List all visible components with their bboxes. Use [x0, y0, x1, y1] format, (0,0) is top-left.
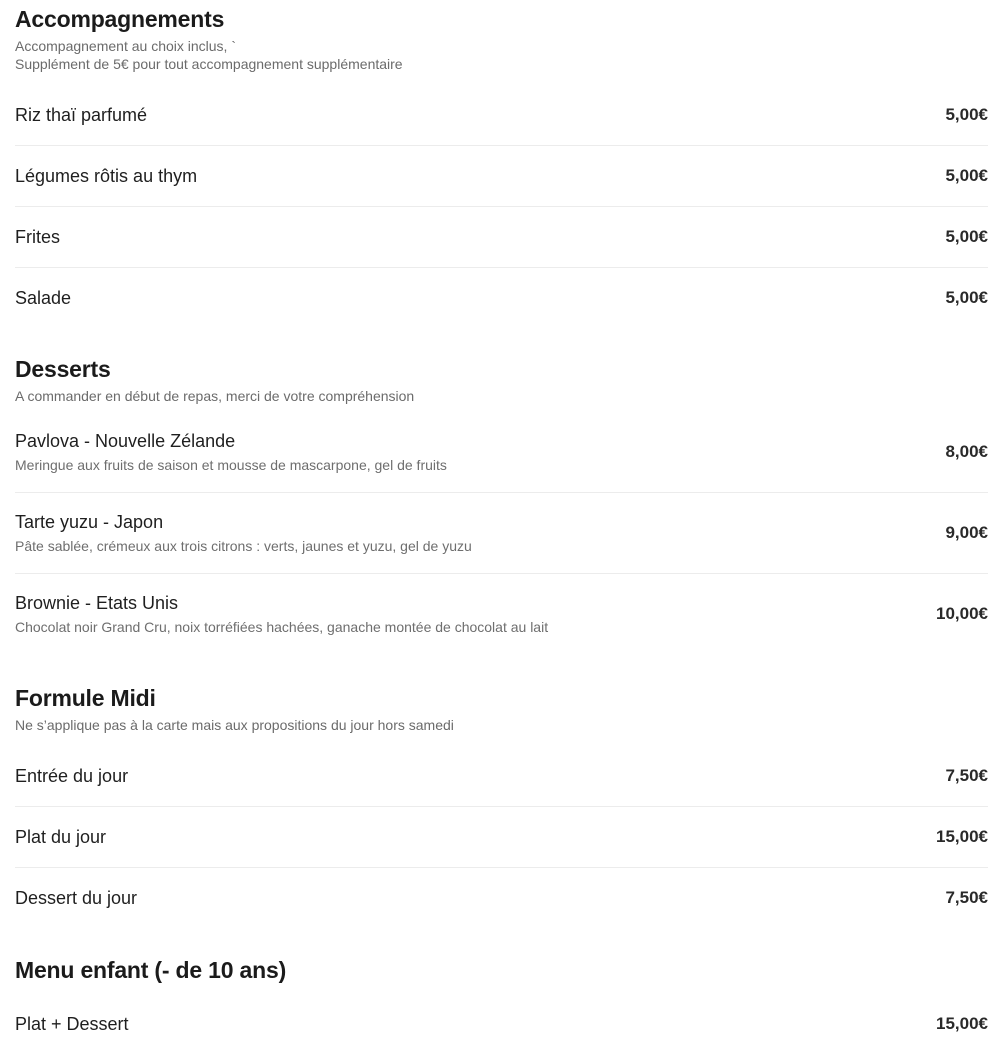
- menu-item[interactable]: [15, 146, 988, 207]
- menu-item[interactable]: [15, 746, 988, 807]
- item-name: Dessert du jour: [15, 888, 138, 908]
- menu-item[interactable]: [15, 807, 988, 868]
- item-name: Plat du jour: [15, 827, 107, 847]
- item-price: 5,00€: [945, 166, 988, 185]
- item-name: Brownie - Etats Unis: [15, 593, 179, 613]
- item-text: [15, 430, 447, 474]
- item-price: 5,00€: [945, 105, 988, 124]
- menu-item[interactable]: [15, 994, 988, 1054]
- item-price: 15,00€: [936, 827, 988, 846]
- section-title: Formule Midi: [15, 685, 156, 711]
- item-text: [15, 511, 472, 555]
- menu-item[interactable]: [15, 268, 988, 328]
- menu-item[interactable]: [15, 574, 988, 654]
- item-name: Entrée du jour: [15, 766, 129, 786]
- item-price: 7,50€: [945, 766, 988, 785]
- section-menu-enfant: [15, 956, 988, 1054]
- item-name: Salade: [15, 288, 72, 308]
- item-description: Pâte sablée, crémeux aux trois citrons : verts, jaunes et yuzu, gel de yuzu: [15, 538, 472, 554]
- section-formule-midi: [15, 684, 988, 928]
- item-text: [15, 592, 548, 636]
- item-description: Meringue aux fruits de saison et mousse de mascarpone, gel de fruits: [15, 457, 447, 473]
- menu-item[interactable]: [15, 493, 988, 574]
- item-price: 7,50€: [945, 888, 988, 907]
- section-description: Accompagnement au choix inclus, ` Supplément de 5€ pour tout accompagnement supplémentaire: [15, 38, 403, 72]
- item-price: 9,00€: [945, 523, 988, 542]
- item-name: Pavlova - Nouvelle Zélande: [15, 431, 236, 451]
- section-desserts: [15, 355, 988, 654]
- item-price: 5,00€: [945, 288, 988, 307]
- item-name: Frites: [15, 227, 60, 247]
- item-price: 10,00€: [936, 604, 988, 623]
- item-name: Légumes rôtis au thym: [15, 166, 198, 186]
- item-price: 5,00€: [945, 227, 988, 246]
- item-name: Riz thaï parfumé: [15, 105, 148, 125]
- menu-item[interactable]: [15, 412, 988, 493]
- menu-item[interactable]: [15, 207, 988, 268]
- section-title: Desserts: [15, 356, 111, 382]
- item-description: Chocolat noir Grand Cru, noix torréfiées hachées, ganache montée de chocolat au lait: [15, 619, 549, 635]
- menu: [15, 0, 988, 1054]
- section-description: A commander en début de repas, merci de votre compréhension: [15, 388, 415, 404]
- item-price: 8,00€: [945, 442, 988, 461]
- menu-item[interactable]: [15, 868, 988, 928]
- menu-item[interactable]: [15, 85, 988, 146]
- section-accompagnements: [15, 0, 988, 328]
- section-description: Ne s’applique pas à la carte mais aux propositions du jour hors samedi: [15, 717, 454, 733]
- item-name: Tarte yuzu - Japon: [15, 512, 164, 532]
- section-title: Menu enfant (- de 10 ans): [15, 957, 287, 983]
- item-price: 15,00€: [936, 1014, 988, 1033]
- item-name: Plat + Dessert: [15, 1014, 129, 1034]
- section-title: Accompagnements: [15, 6, 225, 32]
